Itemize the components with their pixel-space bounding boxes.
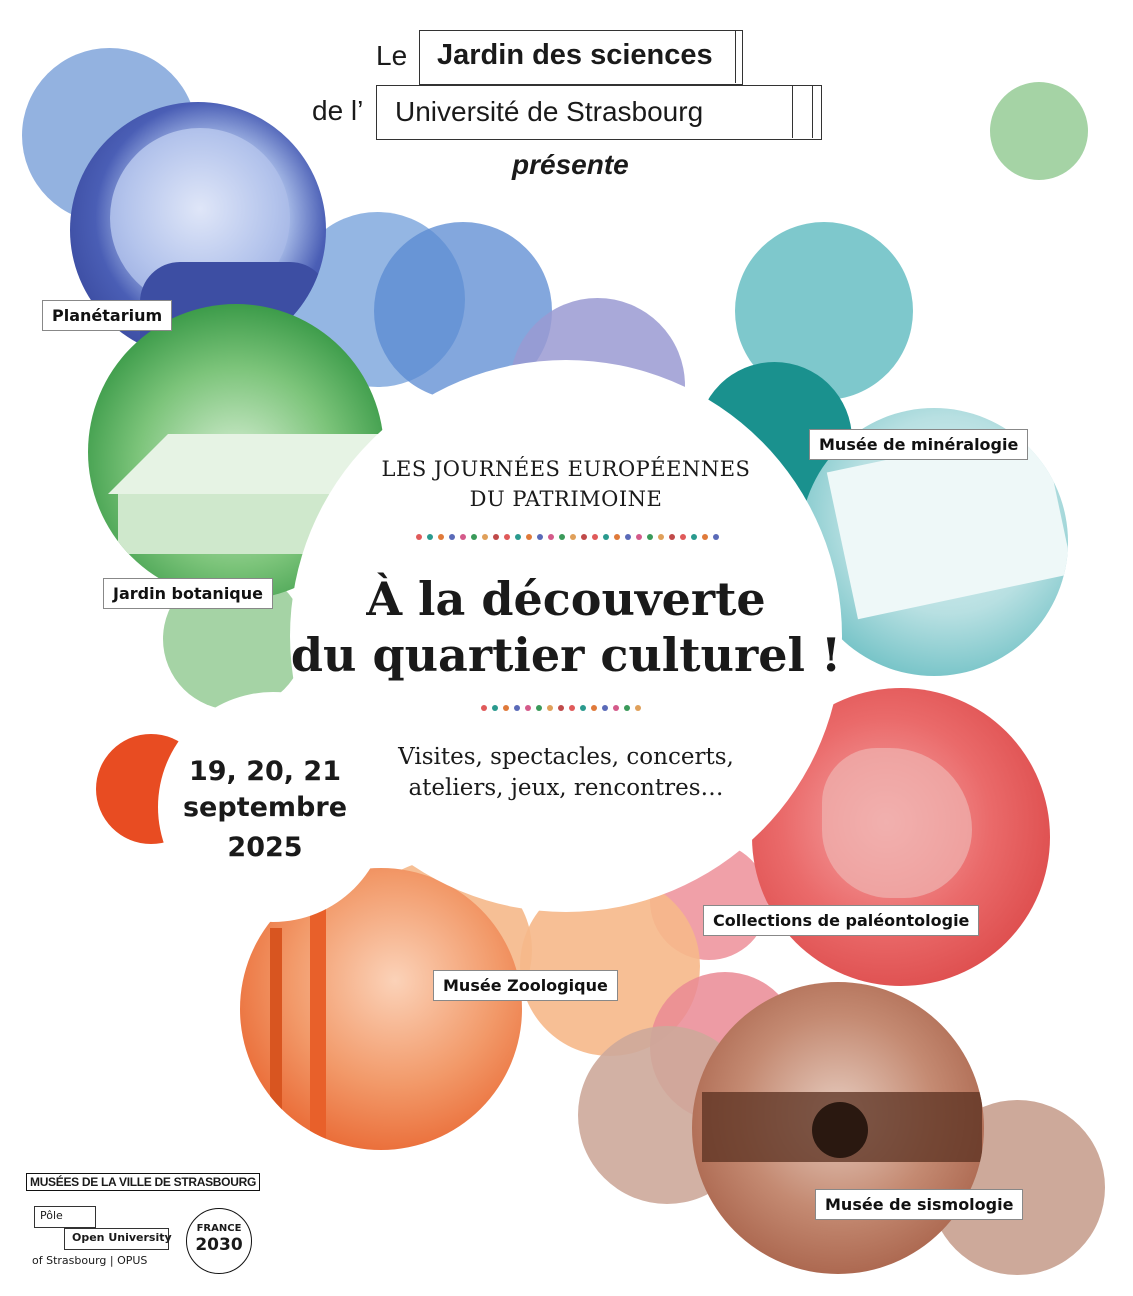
event-line-2: DU PATRIMOINE: [469, 487, 663, 511]
decor-dot: [427, 534, 433, 540]
decor-dot: [570, 534, 576, 540]
header-universite-line-2: [812, 86, 814, 138]
museum-column-2: [270, 928, 282, 1148]
date-line-1: 19, 20, 21: [188, 756, 342, 787]
date-line-3: 2025: [227, 832, 303, 863]
decor-dot: [680, 534, 686, 540]
label-paleontologie[interactable]: Collections de paléontologie: [703, 905, 979, 936]
museum-column: [310, 908, 326, 1148]
header-presente: présente: [512, 149, 629, 180]
logo-france-2030: [186, 1208, 252, 1274]
label-zoologique[interactable]: Musée Zoologique: [433, 970, 618, 1001]
decor-dot: [602, 705, 608, 711]
decor-dot: [548, 534, 554, 540]
opus-open-university: Open University: [72, 1231, 172, 1244]
event-line-1: LES JOURNÉES EUROPÉENNES: [381, 457, 751, 481]
subtitle-line-2: ateliers, jeux, rencontres…: [408, 775, 724, 801]
decor-dot: [581, 534, 587, 540]
decor-dot: [460, 534, 466, 540]
header-de-l: de l’: [312, 95, 364, 126]
decor-dot: [635, 705, 641, 711]
decor-dot: [504, 534, 510, 540]
decor-dot: [603, 534, 609, 540]
decor-dot: [592, 534, 598, 540]
header-jardin-line: [735, 31, 737, 83]
fossil-leaf: [822, 748, 972, 898]
decor-circle-green-top-right: [990, 82, 1088, 180]
decor-dot: [547, 705, 553, 711]
decor-dot: [471, 534, 477, 540]
decor-dot: [493, 534, 499, 540]
decor-dot: [624, 705, 630, 711]
decor-dot: [514, 705, 520, 711]
decor-dot: [492, 705, 498, 711]
label-sismologie[interactable]: Musée de sismologie: [815, 1189, 1023, 1220]
decor-dot: [669, 534, 675, 540]
logo-opus: [26, 1204, 176, 1274]
label-planetarium[interactable]: Planétarium: [42, 300, 172, 331]
decor-dot: [438, 534, 444, 540]
title-line-1: À la découverte: [366, 572, 766, 626]
decor-dot: [580, 705, 586, 711]
decor-dot: [526, 534, 532, 540]
decor-dot: [625, 534, 631, 540]
subtitle-line-1: Visites, spectacles, concerts,: [398, 744, 734, 770]
decor-dot: [503, 705, 509, 711]
france-2030-france: FRANCE: [196, 1223, 242, 1234]
decor-dot: [613, 705, 619, 711]
decor-dot: [713, 534, 719, 540]
header-jardin: Jardin des sciences: [437, 39, 713, 71]
decor-dot: [658, 534, 664, 540]
decor-dot: [702, 534, 708, 540]
decor-dot: [614, 534, 620, 540]
decor-dot: [449, 534, 455, 540]
seismograph-lens: [812, 1102, 868, 1158]
decor-dot: [537, 534, 543, 540]
opus-pole: Pôle: [40, 1209, 63, 1222]
france-2030-year: 2030: [195, 1235, 243, 1255]
header-le: Le: [376, 40, 408, 71]
opus-of-strasbourg: of Strasbourg | OPUS: [32, 1254, 148, 1267]
title-line-2: du quartier culturel !: [290, 628, 842, 682]
decor-dot: [481, 705, 487, 711]
date-line-2: septembre: [182, 792, 348, 823]
decor-dot: [559, 534, 565, 540]
label-mineralogie[interactable]: Musée de minéralogie: [809, 429, 1028, 460]
decor-dot: [591, 705, 597, 711]
sismologie-photo: [692, 982, 984, 1274]
decor-dot: [515, 534, 521, 540]
decor-dot: [416, 534, 422, 540]
decor-dot: [482, 534, 488, 540]
decor-dot: [558, 705, 564, 711]
decor-dot: [691, 534, 697, 540]
dots-row-top: [416, 534, 719, 540]
decor-dot: [647, 534, 653, 540]
decor-dot: [569, 705, 575, 711]
decor-dot: [536, 705, 542, 711]
label-jardin-botanique[interactable]: Jardin botanique: [103, 578, 273, 609]
dots-row-bottom: [481, 705, 641, 711]
decor-dot: [525, 705, 531, 711]
header-universite: Université de Strasbourg: [395, 96, 704, 127]
decor-dot: [636, 534, 642, 540]
logo-musees-strasbourg: MUSÉES DE LA VILLE DE STRASBOURG: [26, 1173, 260, 1191]
header-universite-line-1: [792, 86, 794, 138]
